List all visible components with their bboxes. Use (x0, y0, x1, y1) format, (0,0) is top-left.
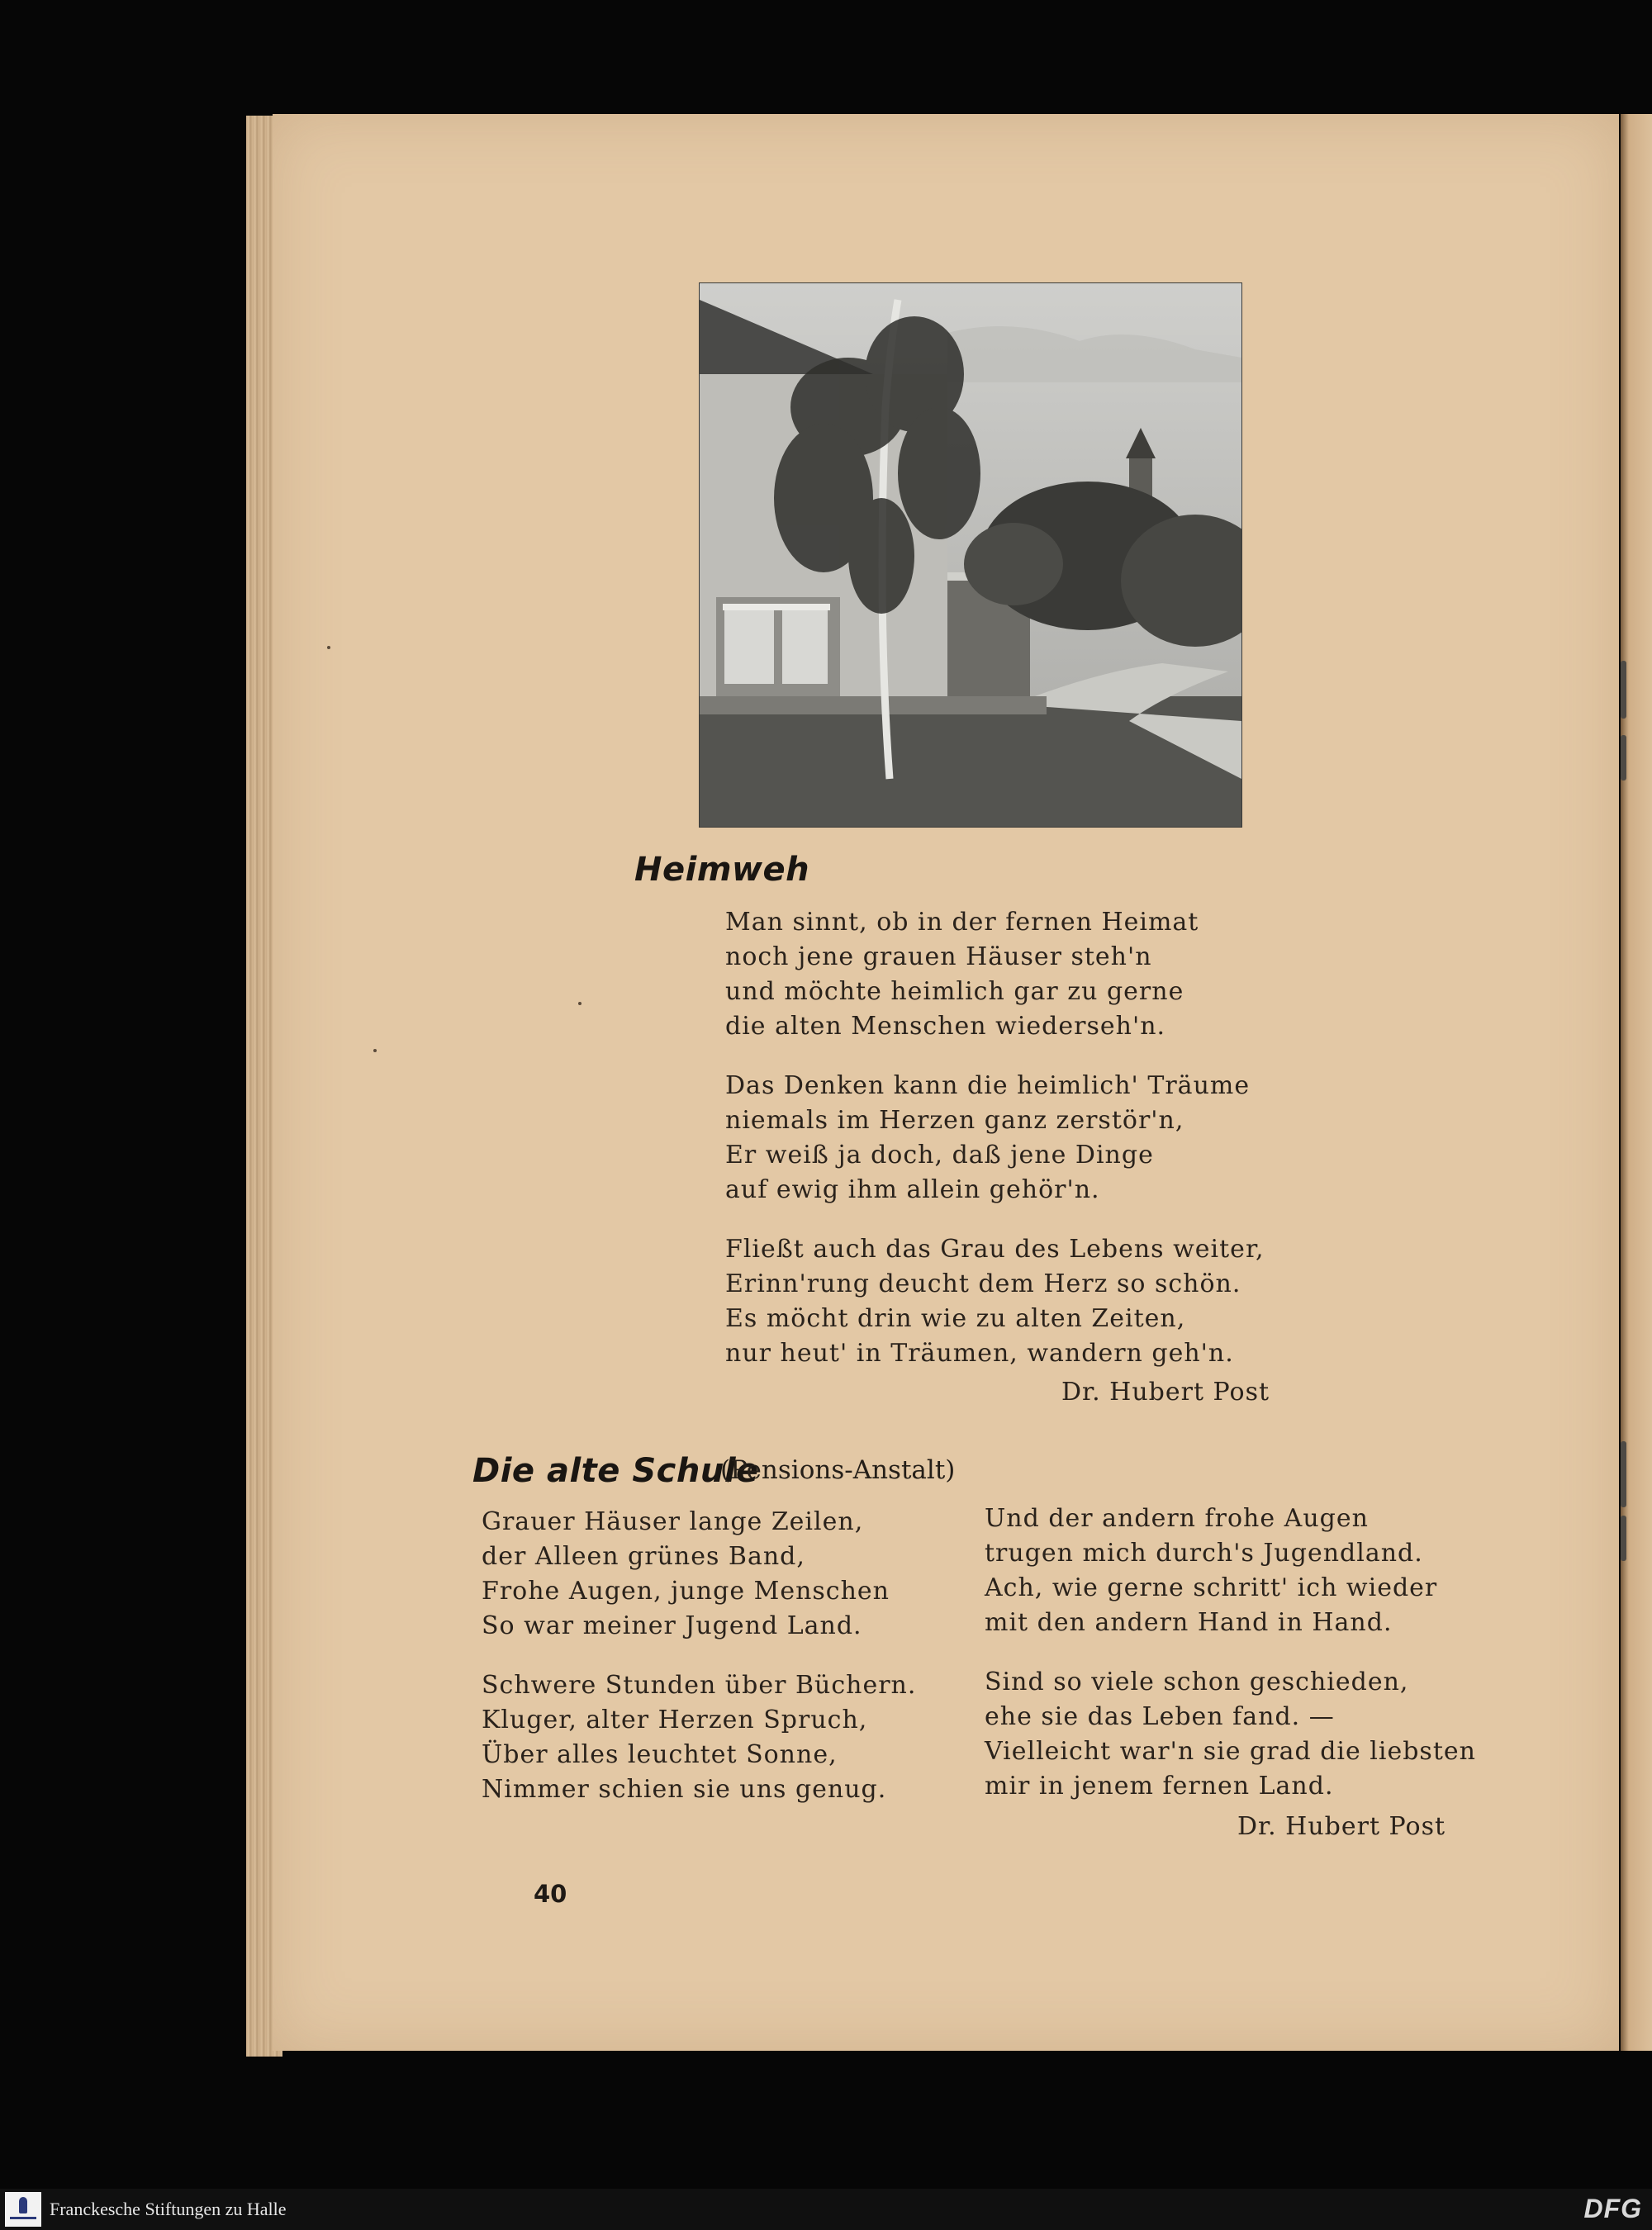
poem-stanza (725, 905, 1265, 1044)
poem-line: ehe sie das Leben fand. — (985, 1702, 1335, 1731)
poem-stanza (725, 1232, 1265, 1371)
poem-line: noch jene grauen Häuser steh'n (725, 942, 1152, 971)
poem-line: der Alleen grünes Band, (482, 1542, 805, 1571)
poem-line: Fließt auch das Grau des Lebens weiter, (725, 1235, 1265, 1264)
heimweh-poem (725, 905, 1265, 1396)
staple (1621, 1516, 1626, 1561)
poem-line: Das Denken kann die heimlich' Träume (725, 1071, 1251, 1100)
poem-line: Kluger, alter Herzen Spruch, (482, 1706, 868, 1734)
schule-author: Dr. Hubert Post (1237, 1812, 1446, 1841)
footer-bar (0, 2189, 1652, 2230)
house-photograph (699, 282, 1242, 828)
poem-line: So war meiner Jugend Land. (482, 1611, 862, 1640)
poem-stanza (482, 1505, 916, 1644)
heimweh-author: Dr. Hubert Post (1061, 1378, 1270, 1407)
poem-line: Grauer Häuser lange Zeilen, (482, 1507, 864, 1536)
schule-subtitle: (Pensions-Anstalt) (720, 1455, 956, 1485)
poem-line: nur heut' in Träumen, wandern geh'n. (725, 1339, 1234, 1368)
staple (1621, 1441, 1626, 1507)
institution-logo-icon (5, 2192, 41, 2227)
schule-poem-left-column (482, 1505, 916, 1832)
footer-institution-label: Franckesche Stiftungen zu Halle (50, 2199, 287, 2219)
poem-line: Es möcht drin wie zu alten Zeiten, (725, 1304, 1186, 1333)
poem-line: Schwere Stunden über Büchern. (482, 1671, 917, 1700)
poem-line: Sind so viele schon geschieden, (985, 1668, 1409, 1696)
poem-line: und möchte heimlich gar zu gerne (725, 977, 1184, 1006)
heimweh-title: Heimweh (634, 851, 810, 889)
facing-page-edge (1621, 114, 1652, 2051)
poem-line: Ach, wie gerne schritt' ich wieder (985, 1573, 1438, 1602)
poem-line: mir in jenem fernen Land. (985, 1772, 1334, 1801)
staple (1621, 735, 1626, 780)
poem-stanza (725, 1069, 1265, 1208)
speck (373, 1049, 377, 1052)
schule-poem-right-column (985, 1502, 1476, 1829)
speck (327, 646, 330, 649)
poem-line: Und der andern frohe Augen (985, 1504, 1369, 1533)
poem-line: trugen mich durch's Jugendland. (985, 1539, 1423, 1568)
poem-line: Er weiß ja doch, daß jene Dinge (725, 1141, 1154, 1170)
poem-line: Frohe Augen, junge Menschen (482, 1577, 890, 1606)
poem-stanza (985, 1502, 1476, 1640)
poem-stanza (985, 1665, 1476, 1804)
poem-line: die alten Menschen wiederseh'n. (725, 1012, 1166, 1041)
poem-line: Erinn'rung deucht dem Herz so schön. (725, 1269, 1241, 1298)
poem-line: mit den andern Hand in Hand. (985, 1608, 1393, 1637)
poem-line: Über alles leuchtet Sonne, (482, 1740, 838, 1769)
poem-stanza (482, 1668, 916, 1807)
poem-line: Man sinnt, ob in der fernen Heimat (725, 908, 1199, 937)
page-number: 40 (534, 1880, 567, 1908)
poem-line: auf ewig ihm allein gehör'n. (725, 1175, 1100, 1204)
staple (1621, 661, 1626, 719)
poem-line: Nimmer schien sie uns genug. (482, 1775, 887, 1804)
schule-title: Die alte Schule (472, 1452, 759, 1490)
poem-line: Vielleicht war'n sie grad die liebsten (985, 1737, 1476, 1766)
poem-line: niemals im Herzen ganz zerstör'n, (725, 1106, 1184, 1135)
speck (578, 1002, 582, 1005)
footer-brand-logo: DFG (1583, 2194, 1642, 2223)
